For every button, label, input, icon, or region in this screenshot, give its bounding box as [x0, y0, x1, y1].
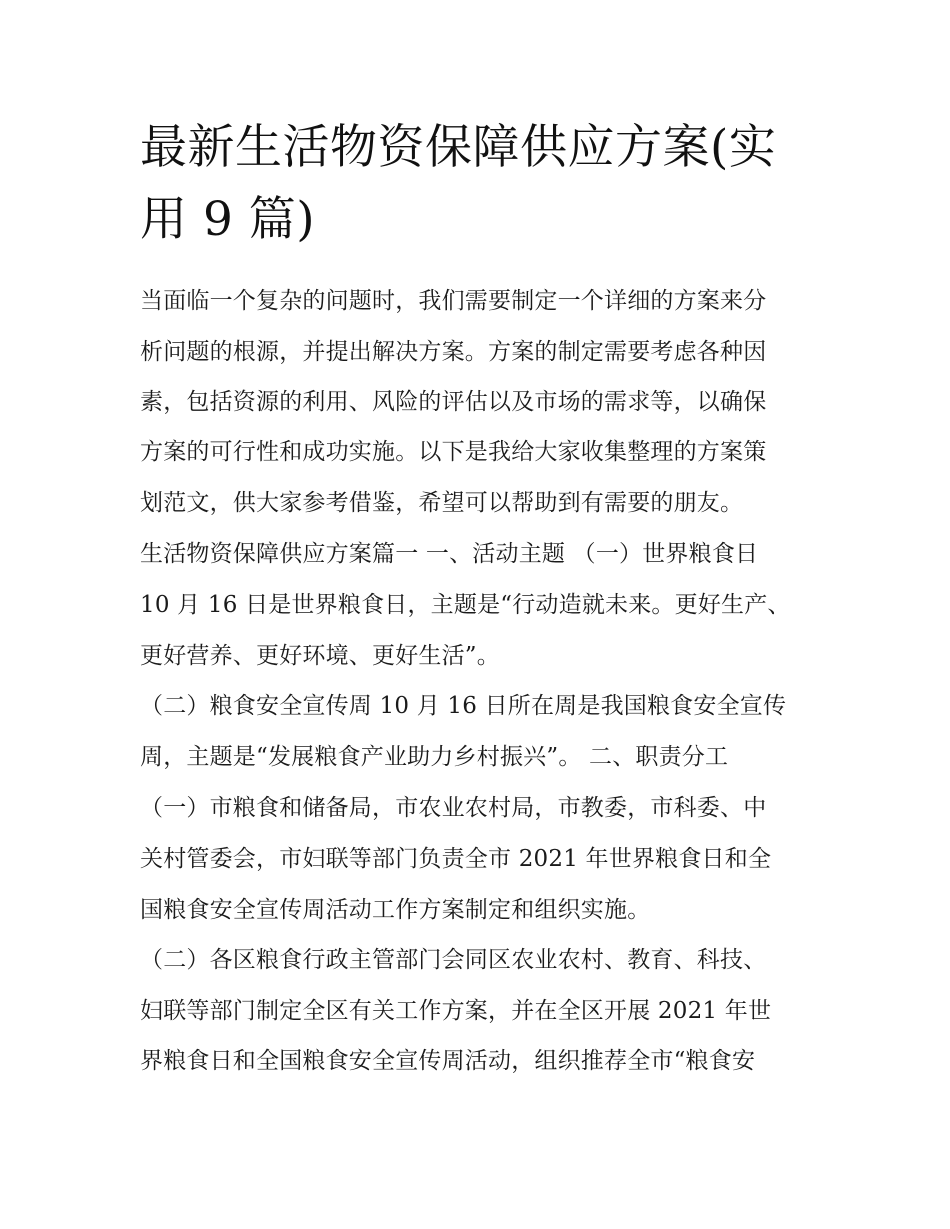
- body-line-1: 当面临一个复杂的问题时，我们需要制定一个详细的方案来分: [140, 288, 767, 314]
- body-line-6: 生活物资保障供应方案篇一 一、活动主题 （一）世界粮食日: [140, 541, 759, 567]
- document-title: [140, 112, 820, 256]
- body-line-13: 国粮食安全宣传周活动工作方案制定和组织实施。: [140, 897, 651, 923]
- body-line-10: 周，主题是“发展粮食产业助力乡村振兴”。 二、职责分工: [140, 744, 729, 770]
- body-line-16: 界粮食日和全国粮食安全宣传周活动，组织推荐全市“粮食安: [140, 1048, 756, 1074]
- body-line-3: 素，包括资源的利用、风险的评估以及市场的需求等，以确保: [140, 389, 767, 415]
- body-line-9: （二）粮食安全宣传周 10 月 16 日所在周是我国粮食安全宣传: [140, 693, 787, 719]
- body-line-8: 更好营养、更好环境、更好生活”。: [140, 643, 500, 669]
- body-line-12: 关村管委会，市妇联等部门负责全市 2021 年世界粮食日和全: [140, 846, 772, 872]
- title-line-2: 用 9 篇): [140, 192, 316, 247]
- body-line-14: （二）各区粮食行政主管部门会同区农业农村、教育、科技、: [140, 947, 767, 973]
- body-line-2: 析问题的根源，并提出解决方案。方案的制定需要考虑各种因: [140, 339, 767, 365]
- body-line-5: 划范文，供大家参考借鉴，希望可以帮助到有需要的朋友。: [140, 490, 744, 516]
- body-line-11: （一）市粮食和储备局，市农业农村局，市教委，市科委、中: [140, 795, 767, 821]
- body-line-4: 方案的可行性和成功实施。以下是我给大家收集整理的方案策: [140, 439, 767, 465]
- body-line-15: 妇联等部门制定全区有关工作方案，并在全区开展 2021 年世: [140, 998, 772, 1024]
- body-line-7: 10 月 16 日是世界粮食日，主题是“行动造就未来。更好生产、: [140, 592, 791, 618]
- title-line-1: 最新生活物资保障供应方案(实: [140, 120, 777, 175]
